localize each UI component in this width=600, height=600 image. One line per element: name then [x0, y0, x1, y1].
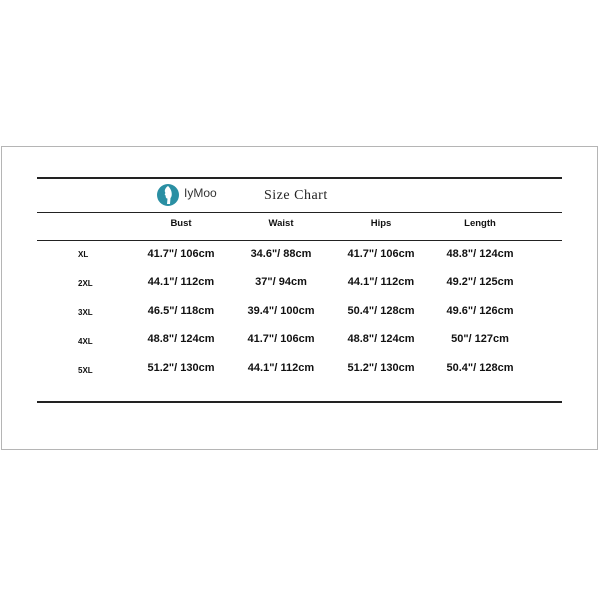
- table-cell: 41.7"/ 106cm: [147, 248, 215, 260]
- table-cell: 49.2"/ 125cm: [446, 276, 514, 288]
- page-title: Size Chart: [264, 188, 328, 203]
- table-cell: 50.4"/ 128cm: [347, 305, 415, 317]
- table-cell: 39.4"/ 100cm: [247, 305, 315, 317]
- top-rule: [37, 177, 562, 179]
- title-rule: [37, 212, 562, 213]
- column-header-waist: Waist: [268, 218, 294, 229]
- table-cell: 48.8"/ 124cm: [347, 333, 415, 345]
- table-cell: 44.1"/ 112cm: [347, 276, 415, 288]
- row-size-label: 5XL: [78, 366, 93, 375]
- header-rule: [37, 240, 562, 241]
- column-header-hips: Hips: [370, 218, 392, 229]
- table-cell: 49.6"/ 126cm: [446, 305, 514, 317]
- column-header-length: Length: [464, 218, 496, 229]
- table-cell: 44.1"/ 112cm: [147, 276, 215, 288]
- row-size-label: 4XL: [78, 337, 93, 346]
- table-cell: 46.5"/ 118cm: [147, 305, 215, 317]
- table-cell: 50"/ 127cm: [451, 333, 509, 345]
- table-cell: 48.8"/ 124cm: [446, 248, 514, 260]
- row-size-label: XL: [78, 250, 89, 259]
- brand-face-icon: [156, 183, 180, 207]
- table-cell: 50.4"/ 128cm: [446, 362, 514, 374]
- table-cell: 41.7"/ 106cm: [247, 333, 315, 345]
- table-cell: 51.2"/ 130cm: [147, 362, 215, 374]
- brand-name: IyMoo: [184, 186, 217, 200]
- table-cell: 44.1"/ 112cm: [247, 362, 315, 374]
- brand-logo: [156, 183, 246, 207]
- bottom-rule: [37, 401, 562, 403]
- table-cell: 41.7"/ 106cm: [347, 248, 415, 260]
- row-size-label: 3XL: [78, 308, 93, 317]
- column-header-bust: Bust: [170, 218, 192, 229]
- table-cell: 51.2"/ 130cm: [347, 362, 415, 374]
- row-size-label: 2XL: [78, 279, 93, 288]
- table-cell: 37"/ 94cm: [255, 276, 307, 288]
- table-cell: 48.8"/ 124cm: [147, 333, 215, 345]
- table-cell: 34.6"/ 88cm: [250, 248, 312, 260]
